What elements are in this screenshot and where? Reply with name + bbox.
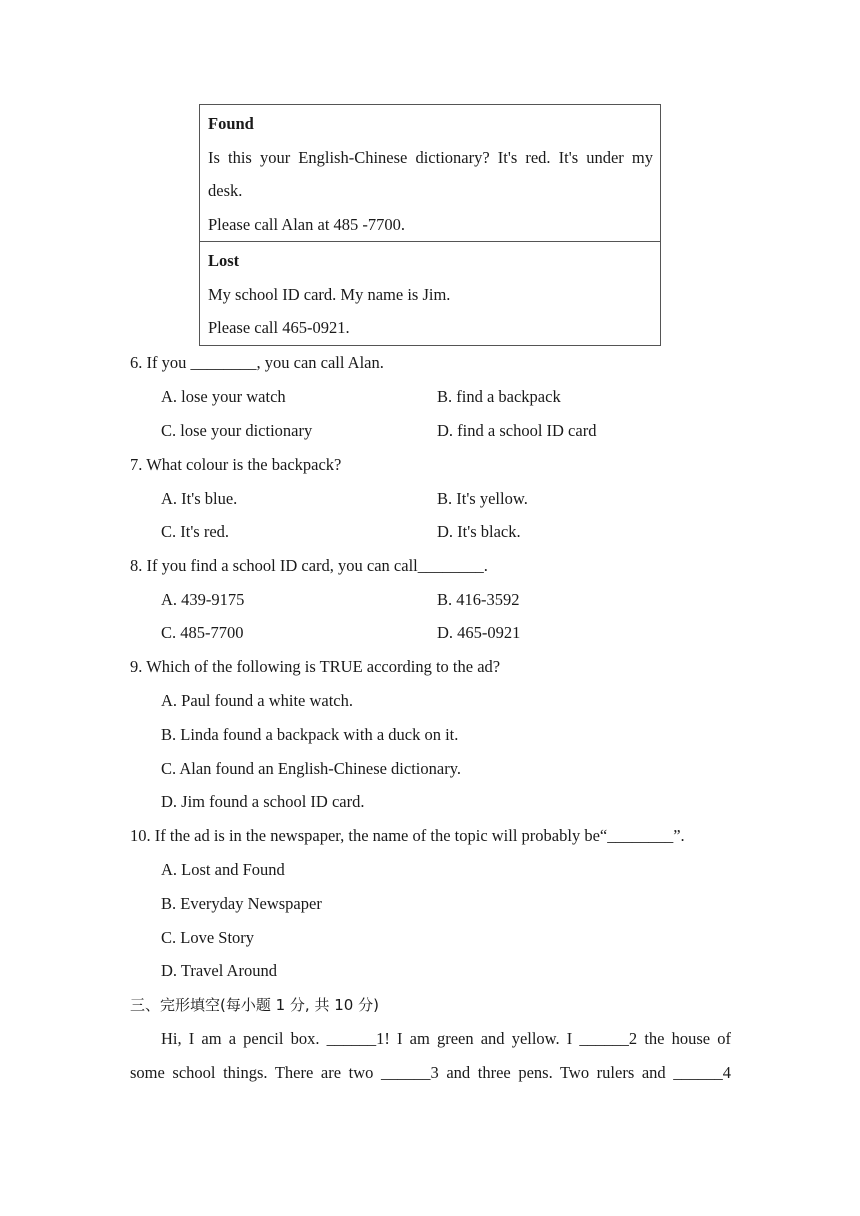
cloze-paragraph-line: Hi, I am a pencil box. ______1! I am green and yellow. I ______2 the house of <box>161 1029 731 1048</box>
answer-option: A. 439-9175 <box>161 590 245 609</box>
answer-option: C. Alan found an English-Chinese dictionary. <box>161 759 462 778</box>
answer-option: D. find a school ID card <box>437 421 597 440</box>
ad-divider <box>200 241 660 242</box>
lost-text-line: My school ID card. My name is Jim. <box>208 285 451 304</box>
answer-option: B. 416-3592 <box>437 590 520 609</box>
question-stem: 8. If you find a school ID card, you can call________. <box>130 556 488 575</box>
found-contact: Please call Alan at 485 -7700. <box>208 215 406 234</box>
lost-and-found-ad-box <box>199 104 661 346</box>
answer-option: A. lose your watch <box>161 387 286 406</box>
answer-option: A. Lost and Found <box>161 860 285 879</box>
answer-option: C. Love Story <box>161 928 255 947</box>
answer-option: D. It's black. <box>437 522 521 541</box>
question-stem: 9. Which of the following is TRUE according to the ad? <box>130 657 501 676</box>
question-stem: 10. If the ad is in the newspaper, the name of the topic will probably be“________”. <box>130 826 685 845</box>
answer-option: B. It's yellow. <box>437 489 528 508</box>
answer-option: D. Jim found a school ID card. <box>161 792 365 811</box>
lost-contact: Please call 465-0921. <box>208 318 350 337</box>
answer-option: B. Everyday Newspaper <box>161 894 322 913</box>
answer-option: B. Linda found a backpack with a duck on it. <box>161 725 459 744</box>
answer-option: C. 485-7700 <box>161 623 244 642</box>
answer-option: C. It's red. <box>161 522 230 541</box>
answer-option: D. 465-0921 <box>437 623 521 642</box>
answer-option: C. lose your dictionary <box>161 421 313 440</box>
section-heading: 三、完形填空(每小题 1 分, 共 10 分) <box>130 996 379 1014</box>
answer-option: A. It's blue. <box>161 489 238 508</box>
found-text-line: Is this your English-Chinese dictionary? It's red. It's under my <box>208 148 653 167</box>
answer-option: A. Paul found a white watch. <box>161 691 353 710</box>
question-stem: 6. If you ________, you can call Alan. <box>130 353 384 372</box>
answer-option: D. Travel Around <box>161 961 277 980</box>
found-heading: Found <box>208 114 254 133</box>
cloze-paragraph-line: some school things. There are two ______3 and three pens. Two rulers and ______4 <box>130 1063 731 1082</box>
found-text-line: desk. <box>208 181 243 200</box>
lost-heading: Lost <box>208 251 240 270</box>
answer-option: B. find a backpack <box>437 387 561 406</box>
question-stem: 7. What colour is the backpack? <box>130 455 342 474</box>
